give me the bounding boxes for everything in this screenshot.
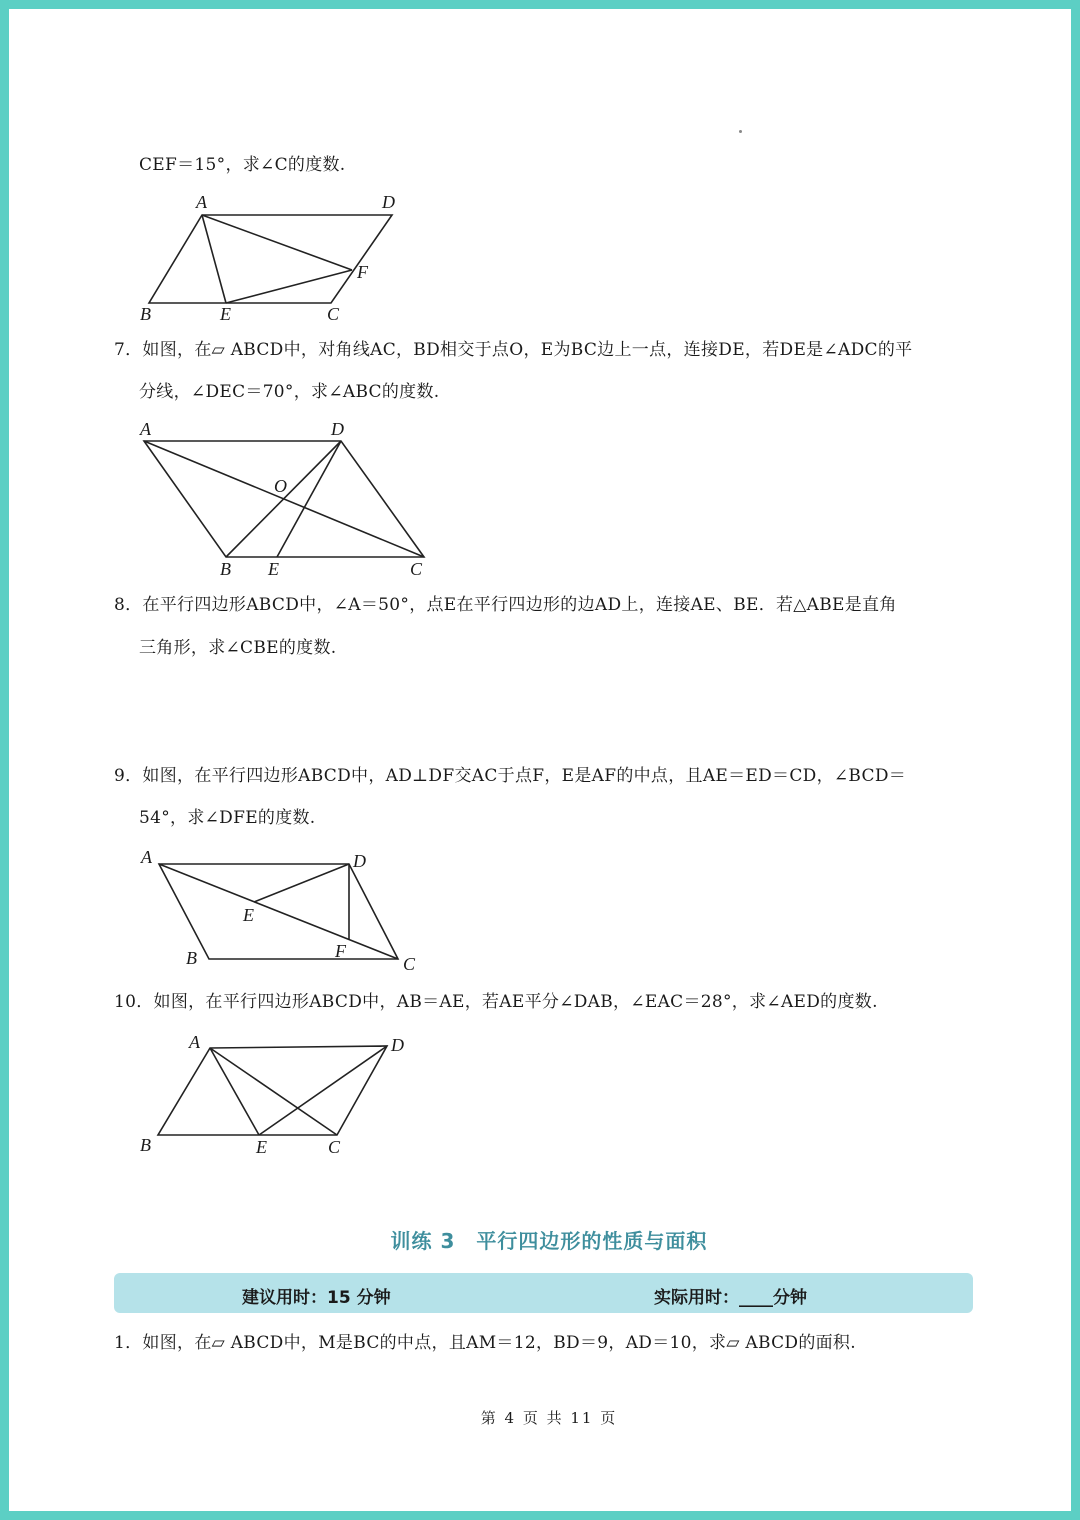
fig10-label-D: D bbox=[391, 1035, 404, 1055]
fig6-label-B: B bbox=[140, 304, 151, 324]
fig9-label-D: D bbox=[353, 851, 366, 871]
actual-time: 实际用时：____分钟 bbox=[654, 1288, 807, 1308]
fig6-label-A: A bbox=[196, 192, 207, 212]
stray-dot bbox=[739, 130, 742, 133]
time-bar bbox=[114, 1273, 973, 1313]
fig7-label-A: A bbox=[140, 419, 151, 439]
fig6-label-F: F bbox=[357, 262, 368, 282]
suggested-time: 建议用时：15 分钟 bbox=[242, 1288, 391, 1308]
page-footer: 第 4 页 共 11 页 bbox=[480, 1409, 618, 1427]
section-title: 训练 3 平行四边形的性质与面积 bbox=[390, 1229, 708, 1253]
fig9-label-B: B bbox=[186, 948, 197, 968]
problem-7-line-2: 分线，∠DEC＝70°，求∠ABC的度数. bbox=[139, 382, 440, 402]
fig7-label-D: D bbox=[331, 419, 344, 439]
fig9-label-E: E bbox=[243, 905, 254, 925]
fig7-label-C: C bbox=[410, 559, 423, 579]
fig7-label-B: B bbox=[220, 559, 231, 579]
fig7-label-E: E bbox=[268, 559, 279, 579]
fig10-label-B: B bbox=[140, 1135, 151, 1155]
fig10-label-C: C bbox=[328, 1137, 341, 1157]
figure-problem-7 bbox=[134, 419, 444, 588]
figure-problem-10 bbox=[134, 1029, 424, 1168]
fig7-label-O: O bbox=[274, 476, 287, 496]
fig10-label-E: E bbox=[256, 1137, 267, 1157]
problem-9-line-2: 54°，求∠DFE的度数. bbox=[139, 808, 316, 828]
problem-6-continuation: CEF＝15°，求∠C的度数. bbox=[139, 155, 346, 175]
figure-problem-9 bbox=[134, 845, 434, 984]
section3-problem-1: 1．如图，在▱ ABCD中，M是BC的中点，且AM＝12，BD＝9，AD＝10，求▱ ABCD的面积. bbox=[114, 1333, 856, 1353]
fig6-label-D: D bbox=[382, 192, 395, 212]
problem-8-line-1: 8．在平行四边形ABCD中，∠A＝50°，点E在平行四边形的边AD上，连接AE、BE．若△ABE是直角 bbox=[114, 595, 897, 615]
problem-8-line-2: 三角形，求∠CBE的度数. bbox=[139, 638, 337, 658]
fig9-label-C: C bbox=[403, 954, 416, 974]
fig9-label-F: F bbox=[335, 941, 346, 961]
figure-problem-6 bbox=[134, 189, 414, 333]
fig9-label-A: A bbox=[141, 847, 152, 867]
fig10-label-A: A bbox=[189, 1032, 200, 1052]
fig6-label-C: C bbox=[327, 304, 340, 324]
problem-9-line-1: 9．如图，在平行四边形ABCD中，AD⊥DF交AC于点F，E是AF的中点，且AE＝ED＝CD，∠BCD＝ bbox=[114, 766, 907, 786]
problem-10-line-1: 10．如图，在平行四边形ABCD中，AB＝AE，若AE平分∠DAB，∠EAC＝28°，求∠AED的度数. bbox=[114, 992, 878, 1012]
fig6-label-E: E bbox=[220, 304, 231, 324]
problem-7-line-1: 7．如图，在▱ ABCD中，对角线AC，BD相交于点O，E为BC边上一点，连接DE，若DE是∠ADC的平 bbox=[114, 340, 913, 360]
